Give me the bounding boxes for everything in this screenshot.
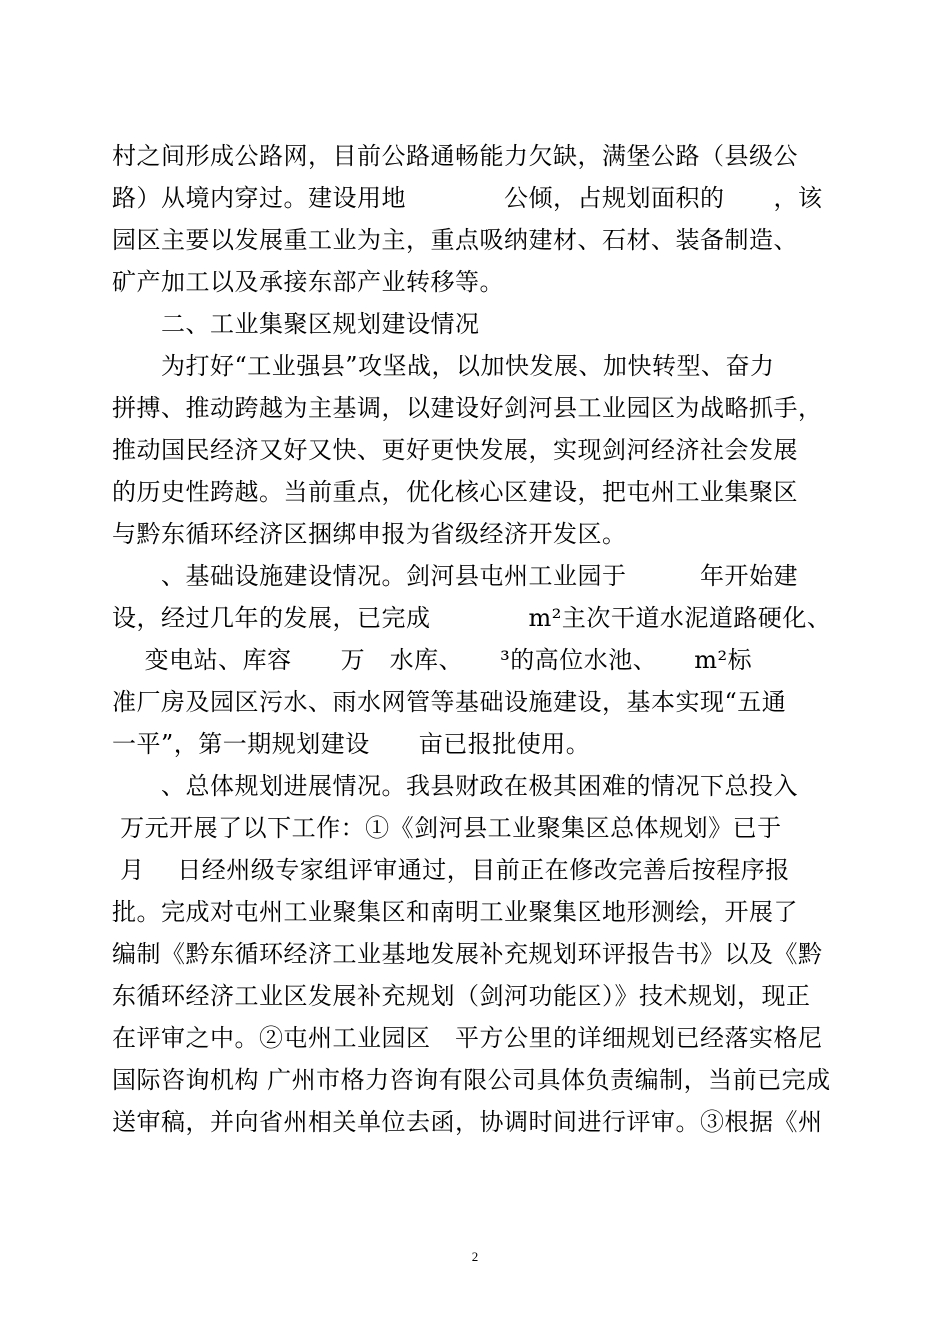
text-line: 万元开展了以下工作：①《剑河县工业聚集区总体规划》已于 [112, 814, 782, 842]
text-line: 东循环经济工业区发展补充规划（剑河功能区）》技术规划，现正 [112, 982, 811, 1010]
text-line: 园区主要以发展重工业为主，重点吸纳建材、石材、装备制造、 [112, 226, 798, 254]
text-line: 矿产加工以及承接东部产业转移等。 [112, 268, 504, 296]
text-line: 国际咨询机构 广州市格力咨询有限公司具体负责编制，当前已完成 [112, 1066, 831, 1094]
section-heading: 二、工业集聚区规划建设情况 [112, 310, 480, 338]
text-line: 为打好“工业强县”攻坚战，以加快发展、加快转型、奋力 [112, 352, 775, 380]
text-line: 与黔东循环经济区捆绑申报为省级经济开发区。 [112, 520, 627, 548]
text-line: 、基础设施建设情况。剑河县屯州工业园于 年开始建 [112, 562, 798, 590]
text-line: 推动国民经济又好又快、更好更快发展，实现剑河经济社会发展 [112, 436, 798, 464]
text-line: 一平”，第一期规划建设 亩已报批使用。 [112, 730, 591, 758]
text-line: 拼搏、推动跨越为主基调，以建设好剑河县工业园区为战略抓手， [112, 394, 823, 422]
text-line: 的历史性跨越。当前重点，优化核心区建设，把屯州工业集聚区 [112, 478, 798, 506]
page-number: 2 [471, 1249, 479, 1264]
text-line: 路）从境内穿过。建设用地 公倾，占规划面积的 ，该 [112, 184, 823, 212]
text-line: 村之间形成公路网，目前公路通畅能力欠缺，满堡公路（县级公 [112, 142, 798, 170]
text-line: 、总体规划进展情况。我县财政在极其困难的情况下总投入 [112, 772, 798, 800]
text-line: 送审稿，并向省州相关单位去函，协调时间进行评审。③根据《州 [112, 1108, 823, 1136]
text-line: 变电站、库容 万 水库、 ³的高位水池、 m²标 [112, 646, 753, 674]
text-line: 批。完成对屯州工业聚集区和南明工业聚集区地形测绘，开展了 [112, 898, 798, 926]
text-line: 准厂房及园区污水、雨水网管等基础设施建设，基本实现“五通 [112, 688, 787, 716]
text-line: 编制《黔东循环经济工业基地发展补充规划环评报告书》以及《黔 [112, 940, 823, 968]
text-line: 月 日经州级专家组评审通过，目前正在修改完善后按程序报 [112, 856, 790, 884]
text-line: 设，经过几年的发展，已完成 m²主次干道水泥道路硬化、 [112, 604, 832, 632]
text-line: 在评审之中。②屯州工业园区 平方公里的详细规划已经落实格尼 [112, 1024, 823, 1052]
